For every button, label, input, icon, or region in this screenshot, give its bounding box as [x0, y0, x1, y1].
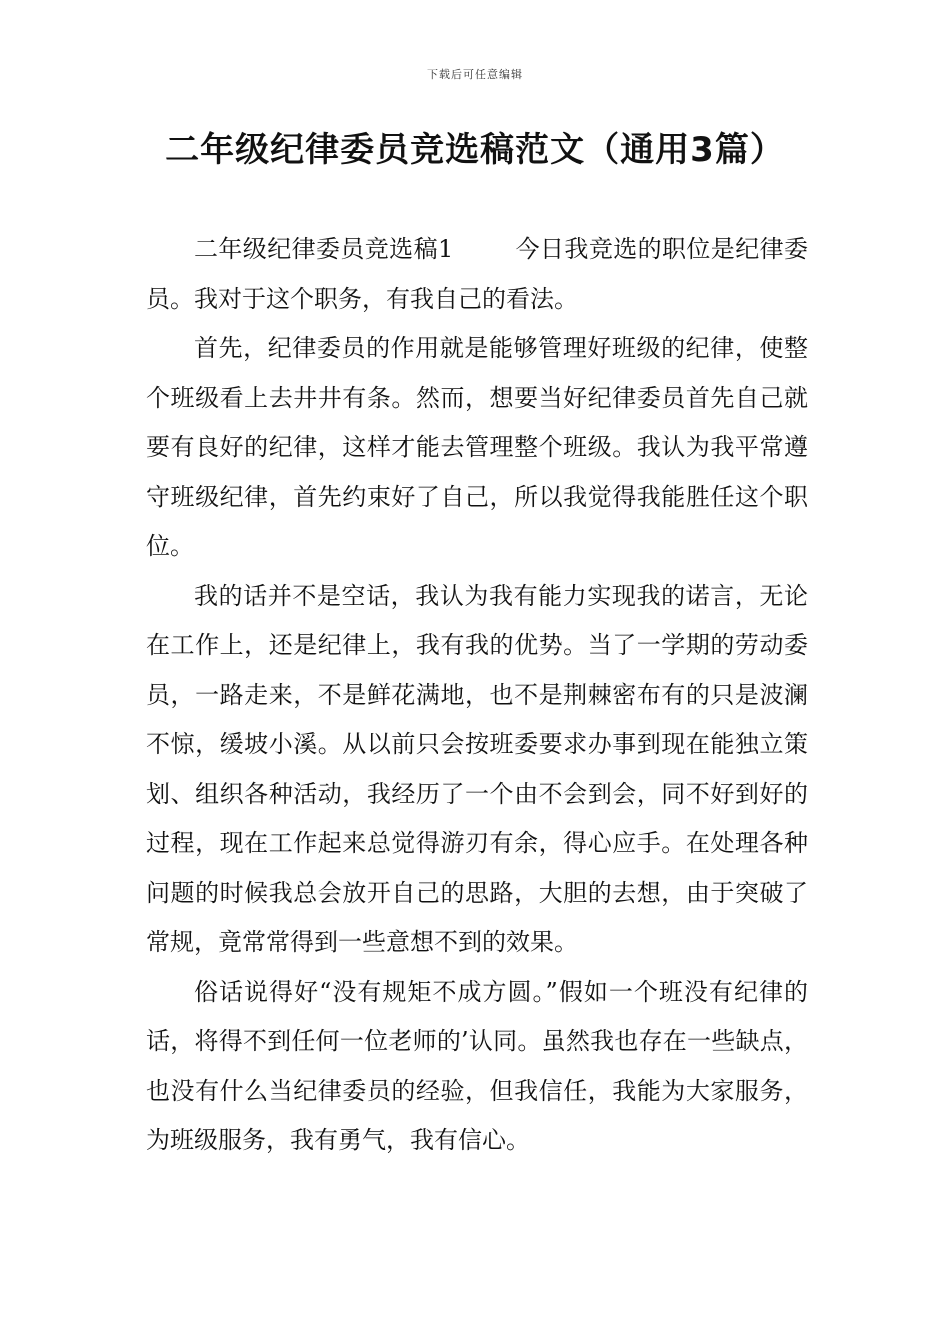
essay-subtitle: 二年级纪律委员竞选稿1: [194, 235, 454, 263]
paragraph-3: 我的话并不是空话，我认为我有能力实现我的诺言，无论在工作上，还是纪律上，我有我的优势。当了一学期的劳动委员，一路走来，不是鲜花满地，也不是荆棘密布有的只是波澜不惊，缓坡小溪。从以前只会按班委要求办事到现在能独立策划、组织各种活动，我经历了一个由不会到会，同不好到好的过程，现在工作起来总觉得游刃有余，得心应手。在处理各种问题的时候我总会放开自己的思路，大胆的去想，由于突破了常规，竟常常得到一些意想不到的效果。: [146, 581, 808, 956]
paragraph-2: 首先，纪律委员的作用就是能够管理好班级的纪律，使整个班级看上去井井有条。然而，想要当好纪律委员首先自己就要有良好的纪律，这样才能去管理整个班级。我认为我平常遵守班级纪律，首先约束好了自己，所以我觉得我能胜任这个职位。: [146, 334, 808, 560]
paragraph-4: 俗话说得好“没有规矩不成方圆。”假如一个班没有纪律的话，将得不到任何一位老师的’认同。虽然我也存在一些缺点，也没有什么当纪律委员的经验，但我信任，我能为大家服务，为班级服务，我有勇气，我有信心。: [146, 977, 808, 1154]
document-body: [146, 225, 808, 1166]
paragraph-1-text: 今日我竞选的职位是纪律委员。我对于这个职务，有我自己的看法。: [146, 235, 808, 313]
header-note: 下载后可任意编辑: [427, 68, 523, 81]
document-title: 二年级纪律委员竞选稿范文（通用3篇）: [165, 130, 785, 170]
paragraph-1: [146, 225, 808, 324]
